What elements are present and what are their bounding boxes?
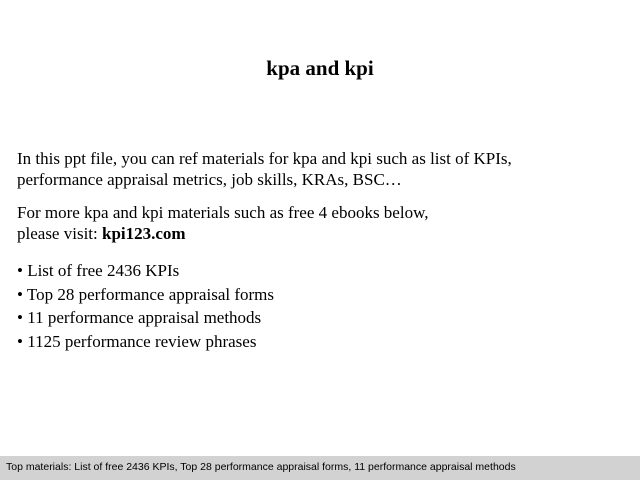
intro-line-2: performance appraisal metrics, job skills, KRAs, BSC… [17, 170, 402, 189]
slide-body [17, 148, 617, 354]
list-item: • Top 28 performance appraisal forms [17, 284, 275, 304]
more-line-2-prefix: please visit: [17, 224, 102, 243]
more-line-1: For more kpa and kpi materials such as free 4 ebooks below, [17, 203, 429, 222]
footer-text: Top materials: List of free 2436 KPIs, Top 28 performance appraisal forms, 11 performance appraisal methods [6, 461, 516, 473]
kpi123-link[interactable]: kpi123.com [101, 224, 186, 243]
intro-line-1: In this ppt file, you can ref materials for kpa and kpi such as list of KPIs, [17, 149, 512, 168]
slide-title: kpa and kpi [266, 56, 374, 80]
list-item: • 11 performance appraisal methods [17, 308, 262, 327]
intro-paragraph [17, 148, 617, 190]
more-paragraph [17, 202, 617, 244]
footer-bar [0, 456, 640, 480]
materials-list [17, 260, 617, 354]
list-item: • List of free 2436 KPIs [17, 261, 180, 280]
list-item: • 1125 performance review phrases [17, 331, 257, 351]
